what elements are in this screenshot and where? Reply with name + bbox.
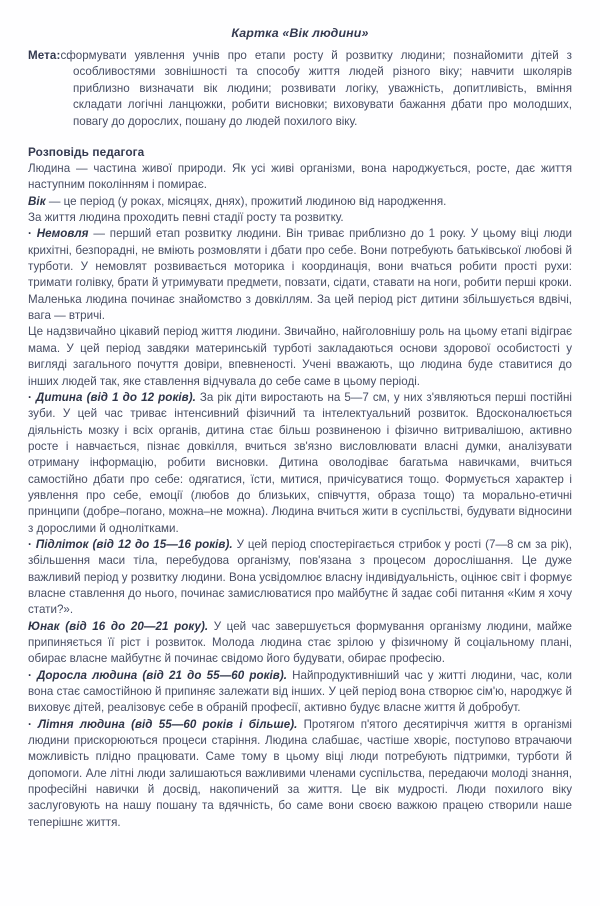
paragraph-lead-term: Вік — [28, 194, 46, 208]
paragraph-lead-term: Немовля — [36, 227, 89, 241]
paragraph-body: Протягом п'ятого десятиріччя життя в організмі людини прискорюються процеси старіння. Людина слабшає, частіше хворіє, поступово втрачаючи можливість плідно працювати. Саме тому в цьому віці люди потребують підтримки, турботи й допомоги. Але літні люди залишаються важливими членами суспільства, передаючи молоді знання, професійні навички й досвід, накопичений за життя. Це вік мудрості. Люди похилого віку заслуговують на нашу пошану та вдячність, бо саме вони своєю важкою працею створили наше теперішнє життя. — [28, 717, 572, 829]
paragraph-body: Це надзвичайно цікавий період життя людини. Звичайно, найголовнішу роль на цьому етапі відіграє мама. У цей період завдяки материнській турботі закладаються основи здорової особистості у вигляді загального почуття довіри, впевненості. Учені вважають, що людина буде ставитися до інших людей так, яке ставлення відчувала до себе саме в цьому періоді. — [28, 325, 572, 388]
paragraph-lead-term: Доросла людина (від 21 до 55—60 років). — [36, 668, 288, 682]
meta-body: сформувати уявлення учнів про етапи росту й розвитку людини; познайомити дітей з особливостями зовнішності та способу життя людей різного віку; навчити школярів приблизно визначати вік людини; розвивати логіку, уважність, допитливість, вміння складати логічні ланцюжки, робити висновки; виховувати бажання дбати про молодших, повагу до дорослих, пошану до людей похилого віку. — [60, 49, 572, 128]
paragraph-stages-intro — [28, 210, 572, 226]
paragraph-stage-child — [28, 390, 572, 537]
paragraph-definition-age — [28, 194, 572, 210]
paragraph-lead-term: Літня людина (від 55—60 років і більше). — [38, 717, 298, 731]
paragraph-lead-term: Юнак (від 16 до 20—21 року). — [28, 619, 209, 633]
meta-objective-block — [28, 48, 572, 130]
bullet-marker-icon: · — [28, 390, 36, 404]
paragraph-stage-adult — [28, 668, 572, 717]
paragraph-intro-nature — [28, 161, 572, 194]
meta-label: Мета: — [28, 49, 61, 62]
bullet-marker-icon: · — [28, 668, 37, 682]
paragraph-stage-infant-mother — [28, 324, 572, 389]
paragraph-stage-infant — [28, 226, 572, 324]
paragraph-body: За рік діти виростають на 5—7 см, у них з'являються перші постійні зуби. У цей час триває інтенсивний фізичний та інтелектуальний розвиток. Вдосконалюється діяльність мозку і всіх органів, дитина стає більш розвиненою і фізично витривалішою, активно росте і навчається, пізнає довкілля, вчиться зв'язно висловлювати власні думки, аналізувати отриману інформацію, робити висновки. Дитина оволодіває багатьма навичками, вчиться самостійно дбати про себе: одягатися, їсти, митися, причісуватися тощо. Формується характер і уявлення про себе, емоції (любов до близьких, співчуття, образа тощо) та морально-етичні принципи (добре–погано, можна–не можна). Людина вчиться жити в суспільстві, будувати відносини з дорослими й однолітками. — [28, 390, 572, 535]
paragraph-body: У цей час завершується формування організму людини, майже припиняється її ріст і розвиток. Молода людина стає зрілою у фізичному й соціальному плані, обирає власне майбутнє й починає свідомо його будувати, обирає професію. — [28, 619, 573, 666]
bullet-marker-icon: · — [28, 537, 36, 551]
page-title: Картка «Вік людини» — [231, 26, 369, 40]
paragraph-stage-elderly — [28, 717, 572, 831]
paragraph-body: Людина — частина живої природи. Як усі живі організми, вона народжується, росте, дає життя наступним поколінням і помирає. — [28, 162, 572, 192]
paragraph-stage-teen — [28, 537, 572, 619]
paragraph-body: — це період (у роках, місяцях, днях), прожитий людиною від народження. — [45, 194, 447, 208]
paragraph-lead-term: Підліток (від 12 до 15—16 років). — [35, 537, 233, 551]
paragraph-body: — перший етап розвитку людини. Він триває приблизно до 1 року. У цьому віці люди крихітні, безпорадні, не вміють розмовляти і дбати про себе. Вони потребують батьківської любові й турботи. У немовлят розвивається моторика і координація, вони вчаться робити прості рухи: тримати голівку, брати й утримувати предмети, повзати, сідати, ставати на ноги, робити перші кроки. Маленька людина починає знайомство з довкіллям. За цей період ріст дитини збільшується вдвічі, вага — втричі. — [28, 227, 572, 323]
paragraph-body: У цей період спостерігається стрибок у рості (7—8 см за рік), збільшення маси тіла, перебудова організму, пов'язана з процесом дорослішання. Це дуже важливий період у розвитку людини. Вона усвідомлює власну індивідуальність, оцінює світ і формує власне ставлення до нього, починає замислюватися про майбутнє й задає собі питання «Ким я хочу стати?». — [28, 537, 573, 617]
paragraph-lead-term: Дитина (від 1 до 12 років). — [35, 390, 196, 404]
narrative-paragraph-list — [28, 161, 572, 831]
document-content — [28, 26, 572, 831]
paragraph-body: За життя людина проходить певні стадії росту та розвитку. — [28, 211, 344, 225]
section-heading-narrative: Розповідь педагога — [28, 145, 145, 160]
paragraph-stage-youth — [28, 619, 572, 668]
bullet-marker-icon: · — [28, 227, 37, 241]
bullet-marker-icon: · — [28, 717, 39, 731]
paragraph-body: Найпродуктивніший час у житті людини, час, коли вона стає самостійною й припиняє залежати від інших. У цей період вона створює сім'ю, народжує й виховує дітей, реалізовує себе в обраній професії, активно будує власне життя й добробут. — [28, 668, 572, 715]
